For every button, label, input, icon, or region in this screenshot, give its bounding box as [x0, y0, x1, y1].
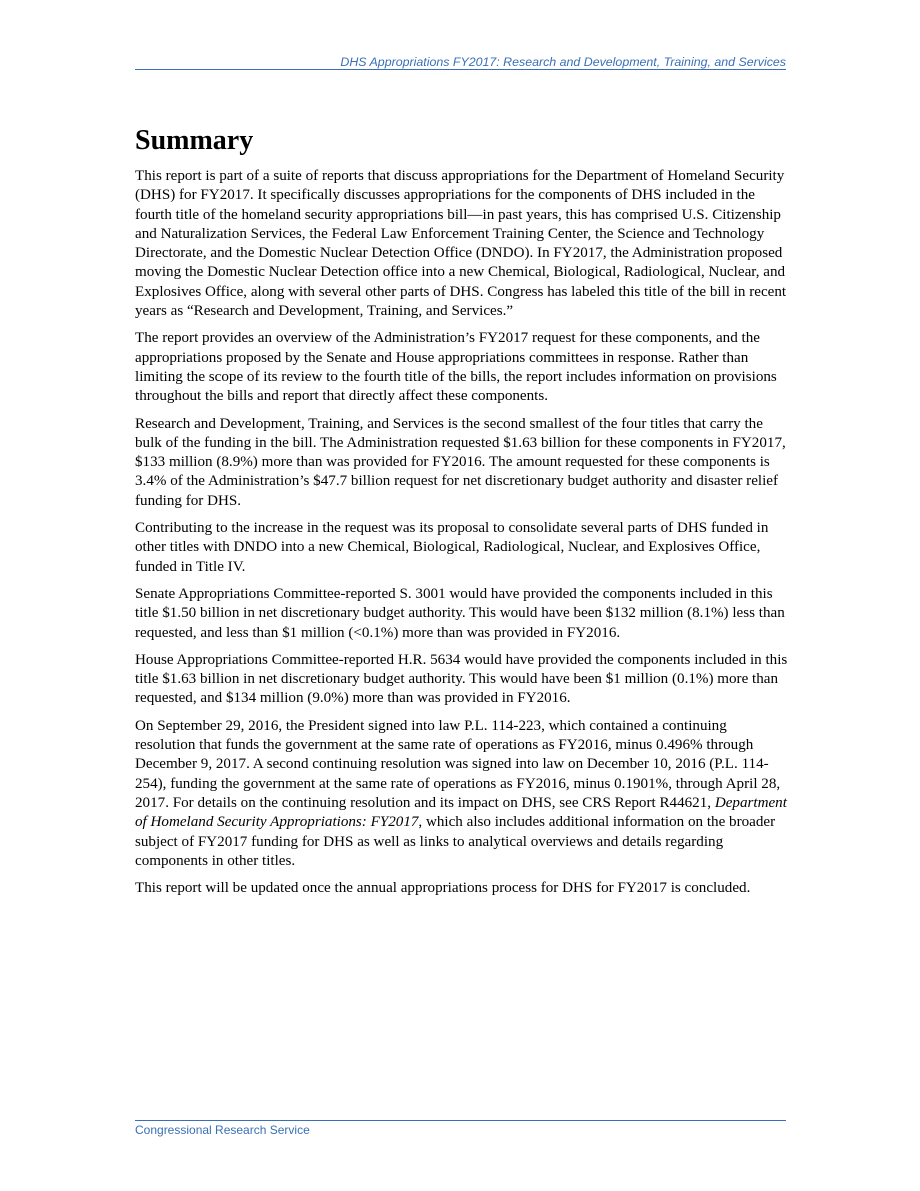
crs-report-title: Department of Homeland Security Appropriations: FY2017 [135, 794, 787, 831]
summary-paragraph-2: The report provides an overview of the Administration’s FY2017 request for these components, and the appropriations proposed by the Senate and House appropriations committees in response. Rather than limiting the scope of its review to the fourth title of the bills, the report includes information on provisions throughout the bills and report that directly affect these components. [135, 330, 777, 405]
closing-paragraph: This report will be updated once the annual appropriations process for DHS for FY2017 is concluded. [135, 880, 751, 897]
footer-organization: Congressional Research Service [135, 1123, 310, 1137]
summary-paragraph-4: Contributing to the increase in the request was its proposal to consolidate several parts of DHS funded in other titles with DNDO into a new Chemical, Biological, Radiological, Nuclear, and Explosives Office, funded in Title IV. [135, 520, 769, 575]
running-header: DHS Appropriations FY2017: Research and Development, Training, and Services [340, 55, 786, 69]
summary-heading: Summary [135, 125, 254, 156]
continuing-resolution-paragraph [135, 717, 790, 871]
cr-text-after: , which also includes additional information on the broader subject of FY2017 funding for DHS as well as links to analytical overviews and details regarding components in other titles. [135, 814, 776, 869]
summary-paragraph-5: Senate Appropriations Committee-reported S. 3001 would have provided the components included in this title $1.50 billion in net discretionary budget authority. This would have been $132 million (8.1%) less than requested, and less than $1 million (<0.1%) more than was provided in FY2016. [135, 585, 785, 641]
cr-text-before: On September 29, 2016, the President signed into law P.L. 114-223, which contained a continuing resolution that funds the government at the same rate of operations as FY2016, minus 0.496% through December 9, 2017. A second continuing resolution was signed into law on December 10, 2016 (P.L. 114-254), funding the government at the same rate of operations as FY2016, minus 0.1901%, through April 28, 2017. For details on the continuing resolution and its impact on DHS, see CRS Report R44621, [135, 717, 781, 811]
summary-paragraph-3: Research and Development, Training, and Services is the second smallest of the four titles that carry the bulk of the funding in the bill. The Administration requested $1.63 billion for these components in FY2017, $133 million (8.9%) more than was provided for FY2016. The amount requested for these components is 3.4% of the Administration’s $47.7 billion request for net discretionary budget authority and disaster relief funding for DHS. [135, 415, 786, 509]
summary-paragraph-1: This report is part of a suite of reports that discuss appropriations for the Department of Homeland Security (DHS) for FY2017. It specifically discusses appropriations for the components of DHS included in the fourth title of the homeland security appropriations bill—in past years, this has comprised U.S. Citizenship and Naturalization Services, the Federal Law Enforcement Training Center, the Science and Technology Directorate, and the Domestic Nuclear Detection Office (DNDO). In FY2017, the Administration proposed moving the Domestic Nuclear Detection office into a new Chemical, Biological, Radiological, Nuclear, and Explosives Office, along with several other parts of DHS. Congress has labeled this title of the bill in recent years as “Research and Development, Training, and Services.” [135, 168, 787, 320]
header-divider [135, 69, 786, 70]
footer-divider [135, 1120, 786, 1121]
summary-section [135, 124, 790, 906]
summary-paragraph-6: House Appropriations Committee-reported H.R. 5634 would have provided the components included in this title $1.63 billion in net discretionary budget authority. This would have been $1 million (0.1%) more than requested, and $134 million (9.0%) more than was provided in FY2016. [135, 651, 788, 707]
